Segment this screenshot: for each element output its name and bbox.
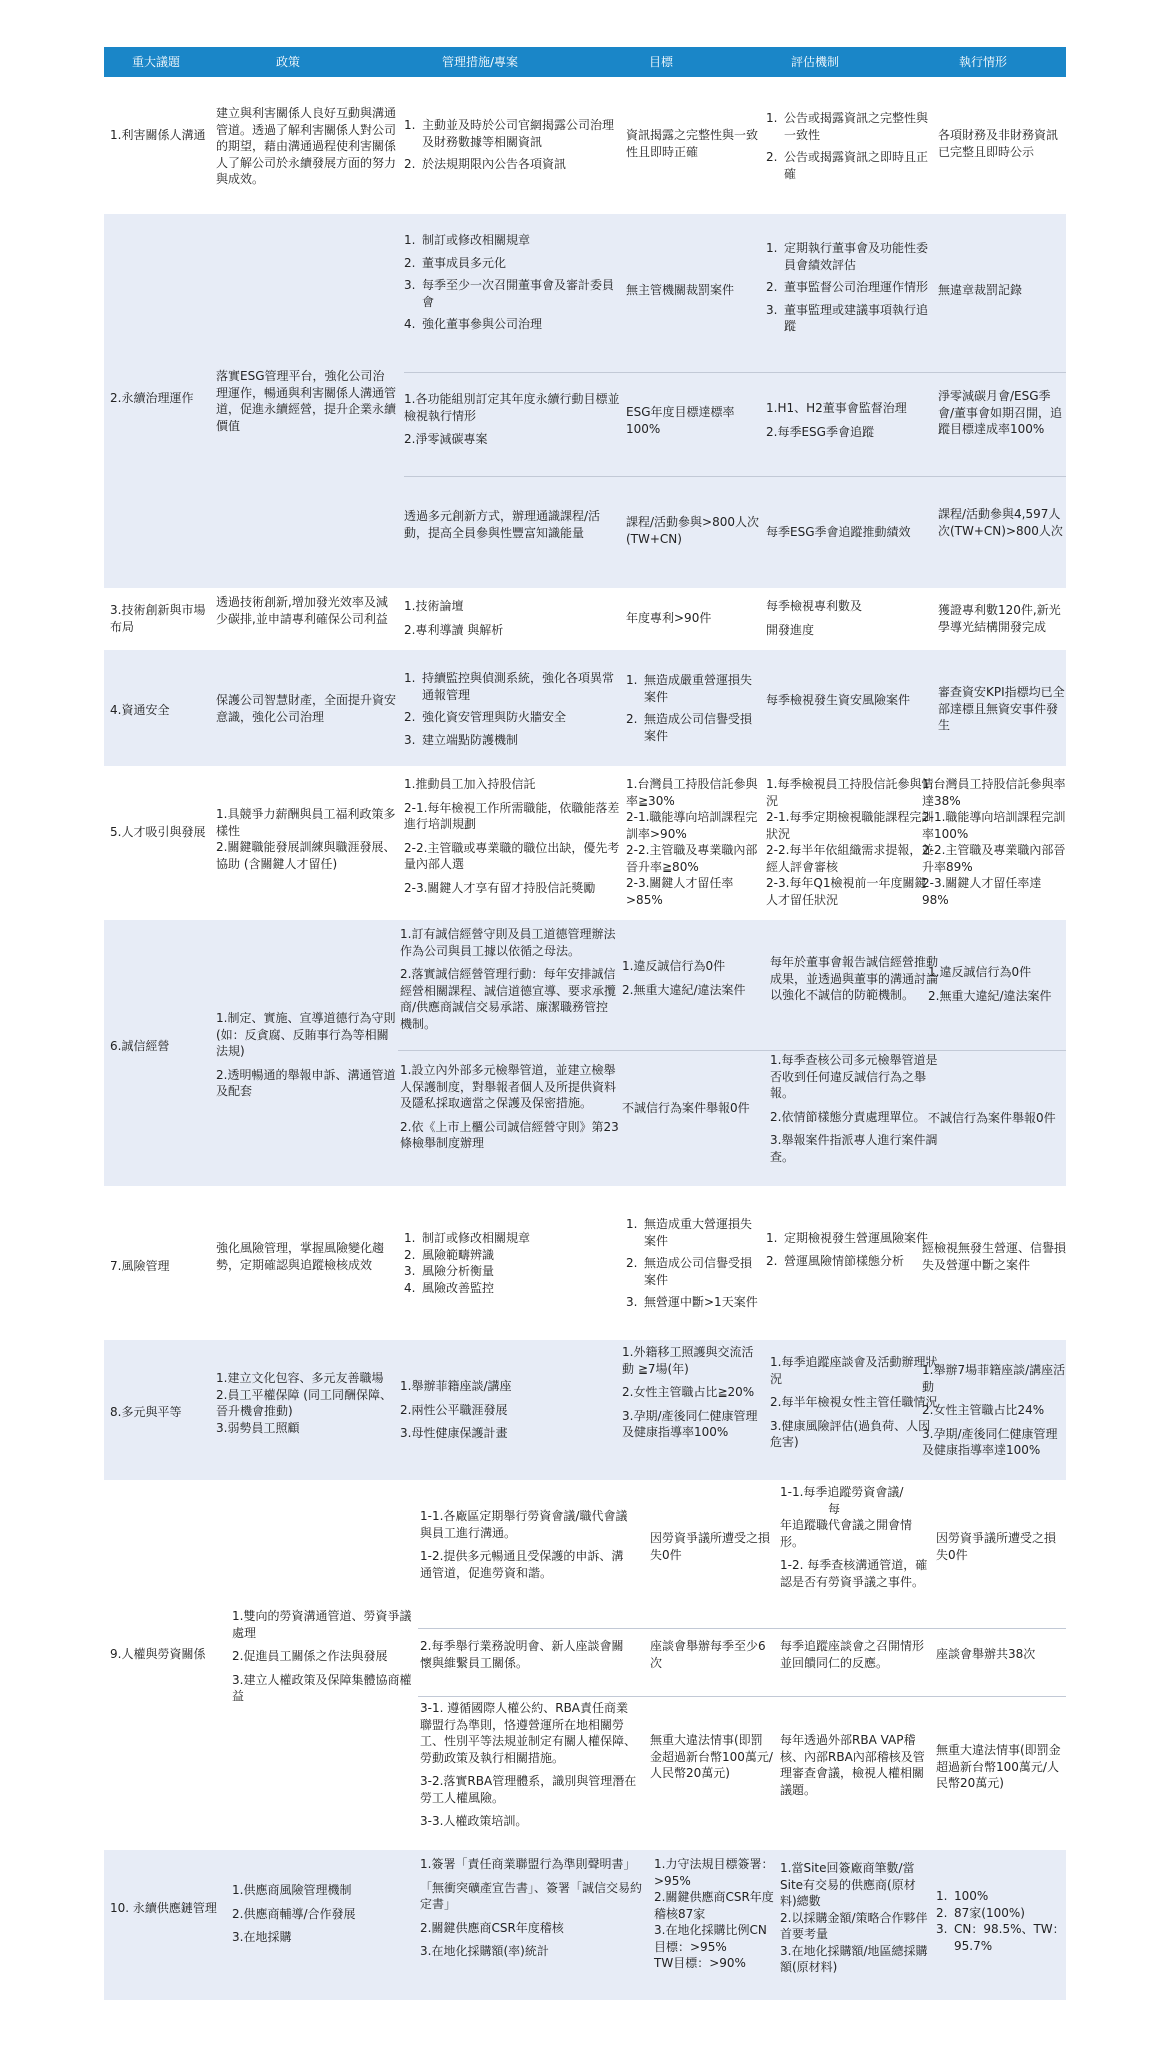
list-item: 3-1. 遵循國際人權公約、RBA責任商業聯盟行為準則，恪遵營運所在地相關勞工、性別平等法規並制定有關人權保障、勞動政策及執行相關措施。 — [420, 1701, 637, 1765]
measures-cell: 2.每季舉行業務說明會、新人座談會關懷與維繫員工關係。 — [420, 1639, 624, 1670]
measures-cell — [420, 1508, 634, 1581]
list-item: 3. CN：98.5%、TW：95.7% — [936, 1922, 1065, 1953]
status-cell: 淨零減碳月會/ESG季會/董事會如期召開，追蹤目標達成率100% — [938, 389, 1063, 437]
list-item: 2.促進員工關係之作法與發展 — [232, 1649, 388, 1664]
measures-cell: 透過多元創新方式，辦理通識課程/活動，提高全員參與性豐富知識能量 — [404, 509, 601, 540]
list-item: 2. 公告或揭露資訊之即時且正確 — [766, 150, 929, 181]
status-cell: 課程/活動參與4,597人次(TW+CN)>800人次 — [938, 507, 1063, 538]
measures-cell — [404, 391, 620, 448]
list-item: 2. 強化資安管理與防火牆安全 — [404, 710, 567, 725]
list-item: 1-1.每季追蹤勞資會議/ — [780, 1485, 904, 1499]
list-item: 1. 100% — [936, 1889, 989, 1903]
list-item: 3-2.落實RBA管理體系，識別與管理潛在勞工人權風險。 — [420, 1774, 637, 1805]
list-item: 1.雙向的勞資溝通管道、勞資爭議處理 — [232, 1609, 412, 1640]
list-item: 1. 制訂或修改相關規章 — [404, 1231, 531, 1245]
list-item: 3.孕期/產後同仁健康管理及健康指導率達100% — [922, 1426, 1058, 1458]
list-item: 4. 風險改善監控 — [404, 1280, 495, 1295]
measures-cell — [420, 1856, 642, 1960]
list-item: 1. 無造成嚴重營運損失案件 — [626, 673, 753, 704]
measures-cell — [400, 1378, 620, 1442]
goal-cell: 1.力守法規目標簽署：>95% 2.關鍵供應商CSR年度稽核87家 3.在地化採購比例CN目標：>95% TW目標：>90% — [654, 1857, 774, 1971]
list-item: 2-3.關鍵人才享有留才持股信託獎勵 — [404, 880, 596, 895]
list-item: 3.孕期/產後同仁健康管理及健康指導率100% — [622, 1408, 758, 1440]
list-item: 3-3.人權政策培訓。 — [420, 1814, 528, 1829]
topic-cell: 10. 永續供應鏈管理 — [110, 1901, 217, 1915]
list-item: 年追蹤職代會議之開會情形。 — [780, 1518, 913, 1549]
list-item: 2. 無造成公司信譽受損案件 — [626, 712, 753, 743]
goal-cell: ESG年度目標達標率100% — [626, 405, 735, 436]
list-item: 1.各功能組別訂定其年度永續行動目標並檢視執行情形 — [404, 392, 620, 423]
status-cell — [936, 1888, 1066, 1954]
list-item: 3.弱勢員工照顧 — [216, 1420, 300, 1435]
goal-cell — [626, 1216, 762, 1311]
list-item: 1.具競爭力薪酬與員工福利政策多樣性 — [216, 807, 396, 838]
status-cell: 無違章裁罰記錄 — [938, 283, 1023, 297]
list-item: 4. 強化董事參與公司治理 — [404, 317, 543, 332]
eval-cell: 每季檢視發生資安風險案件 — [766, 693, 911, 707]
list-item: 2.每半年檢視女性主管任職情況 — [770, 1395, 938, 1410]
col-header-measures: 管理措施/專案 — [441, 55, 519, 69]
list-item: 1.舉辦7場菲籍座談/講座活動 — [922, 1363, 1066, 1394]
list-item: 1.外籍移工照護與交流活動 ≧7場(年) — [622, 1345, 754, 1376]
list-item: 1.H1、H2董事會監督治理 — [766, 401, 907, 415]
status-cell: 經檢視無發生營運、信譽損失及營運中斷之案件 — [922, 1241, 1067, 1272]
policy-cell — [216, 1370, 396, 1436]
list-item: 1-1.各廠區定期舉行勞資會議/職代會議與員工進行溝通。 — [420, 1509, 628, 1540]
list-item: 2.落實誠信經營管理行動：每年安排誠信經營相關課程、誠信道德宣導、要求承攬商/供應商誠信交易承諾、廉潔職務管控機制。 — [400, 967, 617, 1031]
list-item: 1. 持續監控與偵測系統，強化各項異常通報管理 — [404, 671, 615, 702]
policy-cell: 落實ESG管理平台，強化公司治理運作，暢通與利害關係人溝通管道，促進永續經營，提升企業永續價值 — [216, 369, 397, 433]
list-item: 每季檢視專利數及 — [766, 599, 863, 613]
measures-cell — [420, 1700, 638, 1830]
list-item: 1.供應商風險管理機制 — [232, 1883, 352, 1897]
goal-cell: 因勞資爭議所遭受之損失0件 — [650, 1531, 771, 1562]
goal-cell — [622, 958, 762, 998]
policy-cell: 透過技術創新,增加發光效率及減少碳排,並申請專利確保公司利益 — [216, 595, 388, 626]
list-item: 1-2. 每季查核溝通管道，確認是否有勞資爭議之事件。 — [780, 1558, 928, 1589]
goal-cell: 不誠信行為案件舉報0件 — [622, 1101, 750, 1115]
eval-cell — [766, 1230, 938, 1269]
divider — [404, 476, 1066, 477]
topic-cell: 9.人權與勞資關係 — [110, 1647, 206, 1661]
col-header-eval: 評估機制 — [790, 55, 839, 69]
list-item: 1.建立文化包容、多元友善職場 — [216, 1371, 384, 1385]
list-item: 1. 無造成重大營運損失案件 — [626, 1217, 753, 1248]
topic-cell: 7.風險管理 — [110, 1259, 170, 1273]
topic-cell: 5.人才吸引與發展 — [110, 825, 206, 839]
col-header-status: 執行情形 — [958, 55, 1007, 69]
list-item: 2.關鍵職能發展訓練與職涯發展、協助 (含關鍵人才留任) — [216, 840, 396, 871]
status-cell — [928, 964, 1066, 1004]
eval-cell: 1.當Site回簽廠商筆數/當Site有交易的供應商(原材料)總數 2.以採購金額/策略合作夥伴首要考量 3.在地化採購額/地區總採購額(原材料) — [780, 1861, 928, 1975]
list-item: 2-2.主管職或專業職的職位出缺，優先考量內部人選 — [404, 840, 620, 872]
list-item: 2-1.每年檢視工作所需職能，依職能落差進行培訓規劃 — [404, 800, 620, 832]
list-item: 2. 風險範疇辨識 — [404, 1247, 495, 1262]
goal-cell: 年度專利>90件 — [626, 611, 712, 625]
list-item: 「無衝突礦產宣告書」、簽署「誠信交易約定書」 — [420, 1880, 643, 1912]
status-cell: 不誠信行為案件舉報0件 — [928, 1111, 1056, 1125]
goal-cell: 1.台灣員工持股信託參與率≧30% 2-1.職能導向培訓課程完訓率>90% 2-2.主管職及專業職內部晉升率≧80% 2-3.關鍵人才留任率>85% — [626, 777, 758, 907]
list-item: 1. 定期執行董事會及功能性委員會績效評估 — [766, 241, 929, 272]
list-item: 3.在地採購 — [232, 1930, 292, 1945]
list-item: 2.女性主管職占比≧20% — [622, 1385, 755, 1400]
list-item: 2.供應商輔導/合作發展 — [232, 1906, 356, 1921]
list-item: 2.依情節樣態分責處理單位。 — [770, 1109, 926, 1124]
divider — [398, 1050, 1066, 1051]
list-item: 1.推動員工加入持股信託 — [404, 777, 536, 791]
topic-cell: 2.永續治理運作 — [110, 391, 194, 405]
list-item: 2. 於法規期限內公告各項資訊 — [404, 157, 567, 172]
list-item: 3. 風險分析衡量 — [404, 1264, 495, 1279]
list-item: 2.員工平權保障 (同工同酬保障、晉升機會推動) — [216, 1387, 392, 1419]
list-item: 2.專利導讀 與解析 — [404, 622, 504, 637]
col-header-topic: 重大議題 — [131, 55, 180, 69]
list-item: 3.舉報案件指派專人進行案件調查。 — [770, 1133, 938, 1164]
eval-cell: 每年於董事會報告誠信經營推動成果，並透過與董事的溝通討論以強化不誠信的防範機制。 — [770, 955, 939, 1003]
divider — [418, 1696, 1066, 1697]
list-item: 2. 87家(100%) — [936, 1905, 1025, 1920]
list-item: 2.無重大違紀/違法案件 — [622, 982, 746, 997]
divider — [418, 1628, 1066, 1629]
list-item: 1.違反誠信行為0件 — [928, 965, 1032, 979]
list-item: 2. 營運風險情節樣態分析 — [766, 1253, 905, 1268]
list-item: 3.在地化採購額(率)統計 — [420, 1944, 549, 1959]
measures-cell — [404, 1230, 618, 1296]
eval-cell: 1.每季檢視員工持股信託參與情況 2-1.每季定期檢視職能課程完訓狀況 2-2.每半年依組織需求提報，並經人評會審核 2-3.每年Q1檢視前一年度關鍵人才留任狀況 — [766, 777, 934, 907]
list-item: 2.兩性公平職涯發展 — [400, 1402, 508, 1417]
list-item: 2. 無造成公司信譽受損案件 — [626, 1256, 753, 1287]
list-item: 2.關鍵供應商CSR年度稽核 — [420, 1920, 564, 1935]
eval-cell — [766, 110, 938, 182]
list-item: 2.依《上市上櫃公司誠信經營守則》第23條檢舉制度辦理 — [400, 1119, 619, 1151]
eval-cell — [770, 1354, 938, 1451]
list-item: 3.健康風險評估(過負荷、人因危害) — [770, 1418, 931, 1450]
list-item: 3. 董事監理或建議事項執行追蹤 — [766, 302, 929, 334]
policy-cell: 建立與利害關係人良好互動與溝通管道。透過了解利害關係人對公司的期望，藉由溝通過程使利害關係人了解公司於永續發展方面的努力與成效。 — [216, 106, 397, 187]
eval-cell — [770, 1052, 938, 1165]
list-item: 2.淨零減碳專案 — [404, 432, 488, 447]
goal-cell — [626, 672, 762, 744]
list-item: 2.每季ESG季會追蹤 — [766, 424, 874, 439]
eval-cell — [766, 240, 938, 335]
status-cell: 1.台灣員工持股信託參與率達38% 2-1.職能導向培訓課程完訓率100% 2-2.主管職及專業職內部晉升率89% 2-3.關鍵人才留任率達98% — [922, 777, 1066, 907]
measures-cell — [400, 926, 620, 1032]
list-item: 3.建立人權政策及保障集體協商權益 — [232, 1672, 412, 1704]
eval-cell: 每年透過外部RBA VAP稽核、內部RBA內部稽核及管理審查會議，檢視人權相關議題。 — [780, 1733, 925, 1797]
list-item: 1. 定期檢視發生營運風險案件 — [766, 1231, 929, 1245]
eval-cell — [766, 400, 938, 440]
list-item: 1. 主動並及時於公司官網揭露公司治理及財務數據等相關資訊 — [404, 118, 615, 149]
list-item: 2.無重大違紀/違法案件 — [928, 988, 1052, 1003]
goal-cell: 課程/活動參與>800人次(TW+CN) — [626, 515, 760, 546]
list-item: 1.設立內外部多元檢舉管道，並建立檢舉人保護制度，對舉報者個人及所提供資料及隱私採取適當之保護及保密措施。 — [400, 1063, 617, 1111]
list-item: 2.透明暢通的舉報申訴、溝通管道及配套 — [216, 1067, 396, 1099]
list-item: 3. 建立端點防護機制 — [404, 732, 519, 747]
list-item: 3.母性健康保護計畫 — [400, 1426, 508, 1441]
eval-cell — [766, 598, 938, 638]
list-item: 1-2.提供多元暢通且受保護的申訴、溝通管道，促進勞資和諧。 — [420, 1549, 624, 1580]
list-item: 1.訂有誠信經營守則及員工道德管理辦法作為公司與員工據以依循之母法。 — [400, 927, 616, 958]
list-item: 2. 董事成員多元化 — [404, 255, 507, 270]
list-item: 1. 制訂或修改相關規章 — [404, 233, 531, 247]
policy-cell: 強化風險管理，掌握風險變化趨勢，定期確認與追蹤檢核成效 — [216, 1241, 385, 1272]
divider — [404, 372, 1066, 373]
list-item: 2. 董事監督公司治理運作情形 — [766, 280, 929, 295]
goal-cell: 無重大違法情事(即罰金超過新台幣100萬元/人民幣20萬元) — [650, 1733, 773, 1781]
status-cell: 座談會舉辦共38次 — [936, 1647, 1036, 1661]
policy-cell: 保護公司智慧財產，全面提升資安意識，強化公司治理 — [216, 693, 397, 724]
list-item: 1.制定、實施、宣導道德行為守則 (如：反貪腐、反賄事行為等相關法規) — [216, 1011, 396, 1059]
policy-cell — [216, 806, 396, 872]
list-item: 1.簽署「責任商業聯盟行為準則聲明書」 — [420, 1857, 636, 1871]
topic-cell: 1.利害關係人溝通 — [110, 128, 206, 142]
measures-cell — [400, 1062, 620, 1152]
goal-cell: 座談會舉辦每季至少6次 — [650, 1639, 766, 1670]
list-item: 1.技術論壇 — [404, 599, 464, 613]
topic-cell: 6.誠信經營 — [110, 1039, 170, 1053]
measures-cell — [404, 776, 620, 896]
measures-cell — [404, 670, 620, 748]
eval-cell: 每季ESG季會追蹤推動績效 — [766, 525, 911, 539]
policy-cell — [216, 1010, 396, 1100]
list-item: 2.女性主管職占比24% — [922, 1403, 1045, 1418]
list-item: 1.違反誠信行為0件 — [622, 959, 726, 973]
policy-cell — [232, 1608, 412, 1705]
goal-cell: 資訊揭露之完整性與一致性且即時正確 — [626, 128, 759, 159]
list-item: 1.舉辦菲籍座談/講座 — [400, 1379, 512, 1393]
eval-cell — [780, 1484, 930, 1590]
policy-cell — [232, 1882, 412, 1946]
status-cell: 因勞資爭議所遭受之損失0件 — [936, 1531, 1057, 1562]
status-cell: 無重大違法情事(即罰金超過新台幣100萬元/人民幣20萬元) — [936, 1743, 1061, 1791]
list-item: 1. 公告或揭露資訊之完整性與一致性 — [766, 111, 929, 142]
list-item: 3. 無營運中斷>1天案件 — [626, 1295, 758, 1310]
topic-cell: 8.多元與平等 — [110, 1405, 182, 1419]
list-item: 3. 每季至少一次召開董事會及審計委員會 — [404, 278, 615, 309]
list-item: 每 — [828, 1501, 841, 1516]
col-header-policy: 政策 — [275, 55, 300, 69]
status-cell: 獲證專利數120件,新光學導光結構開發完成 — [938, 603, 1061, 634]
topic-cell: 4.資通安全 — [110, 703, 170, 717]
measures-cell — [404, 117, 618, 173]
goal-cell: 無主管機關裁罰案件 — [626, 283, 735, 297]
eval-cell: 每季追蹤座談會之召開情形並回饋同仁的反應。 — [780, 1639, 925, 1670]
status-cell — [922, 1362, 1066, 1459]
list-item: 開發進度 — [766, 622, 815, 637]
measures-cell — [404, 232, 618, 333]
list-item: 1.每季查核公司多元檢舉管道是否收到任何違反誠信行為之舉報。 — [770, 1053, 938, 1101]
col-header-goal: 目標 — [648, 55, 673, 69]
goal-cell — [622, 1344, 762, 1441]
table-header — [104, 47, 1066, 77]
status-cell: 各項財務及非財務資訊已完整且即時公示 — [938, 128, 1059, 159]
status-cell: 審查資安KPI指標均已全部達標且無資安事件發生 — [938, 685, 1065, 733]
topic-cell: 3.技術創新與市場布局 — [110, 603, 206, 634]
measures-cell — [404, 598, 618, 638]
list-item: 1.每季追蹤座談會及活動辦理狀況 — [770, 1355, 938, 1386]
